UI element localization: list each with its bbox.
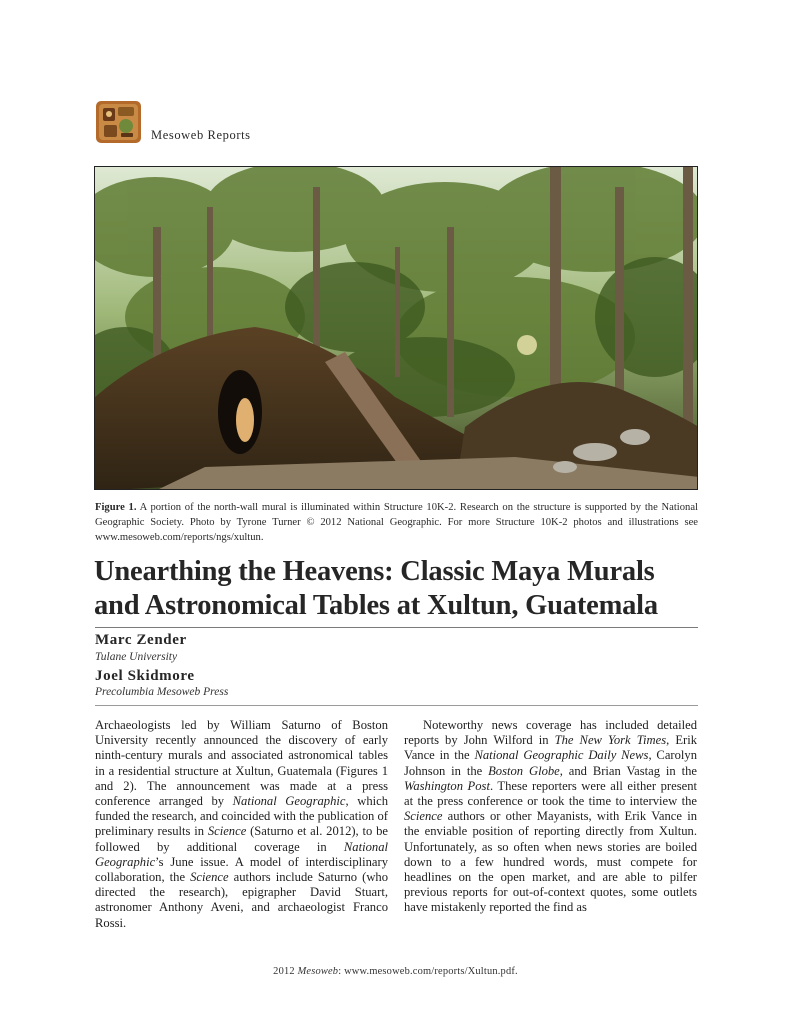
title-divider — [95, 627, 698, 628]
text-run-italic: Science — [207, 824, 247, 839]
text-run: authors include Saturno (who directed the research), epigrapher David Stuart, astronomer Anthony Aveni, and archaeologist Franco Rossi. — [95, 870, 389, 930]
text-run: authors or other Mayanists, with Erik Vance in the enviable position of reporting directly from Xultun. Unfortunately, as so often when news stories are boiled down to a few hundred words, must compete for headlines on the open market, and are able to pilfer previous reports for out-of-context quotes, some outlets have mistakenly reported the find as — [404, 809, 697, 915]
mesoweb-logo-icon — [95, 100, 142, 144]
text-run: , Carolyn Johnson in the — [404, 748, 697, 778]
text-run-italic: The New York Times — [554, 733, 667, 748]
forest-excavation-photo — [94, 166, 698, 490]
text-run-italic: Boston Globe — [488, 763, 560, 778]
figure-caption-text: A portion of the north-wall mural is illuminated within Structure 10K-2. Research on the structure is supported by the National Geographic Society. Photo by Tyrone Turner © 2012 National Geographic. For more Structure 10K-2 photos and illustrations see www.mesoweb.com/reports/ngs/xultun. — [95, 502, 698, 543]
text-run-italic: National Geographic Daily News — [474, 748, 649, 763]
author-affiliation: Tulane University — [95, 651, 178, 663]
author-name: Joel Skidmore — [95, 668, 195, 684]
body-paragraph — [95, 718, 388, 931]
footer-url: : www.mesoweb.com/reports/Xultun.pdf. — [338, 966, 518, 977]
footer-publication: Mesoweb — [297, 966, 339, 977]
text-run-italic: National Geographic — [95, 839, 388, 869]
text-run: , which funded the research, and coincided with the publication of preliminary results in — [95, 794, 388, 839]
body-paragraph — [404, 718, 697, 916]
article-title: Unearthing the Heavens: Classic Maya Murals and Astronomical Tables at Xultun, Guatemala — [94, 556, 658, 621]
figure-caption — [95, 500, 698, 545]
text-run: ’s June issue. A model of interdisciplinary collaboration, the — [95, 854, 388, 885]
text-run-italic: Washington Post — [404, 778, 490, 793]
text-run: Noteworthy news coverage has included detailed reports by John Wilford in — [404, 718, 697, 748]
authors-divider — [95, 705, 698, 706]
footer-year: 2012 — [273, 966, 298, 977]
text-run: , Erik Vance in the — [404, 733, 698, 763]
text-run-italic: National Geographic — [232, 794, 346, 809]
author-name: Marc Zender — [95, 632, 187, 648]
figure-caption-label: Figure 1. — [95, 502, 137, 513]
body-column-right — [404, 718, 697, 916]
author-affiliation: Precolumbia Mesoweb Press — [95, 686, 229, 698]
text-run-italic: Science — [404, 809, 443, 824]
text-run: Archaeologists led by William Saturno of Boston University recently announced the discovery of early ninth-century murals and associated astronomical tables in a residential structure at Xultun, Guatemala (Figures 1 and 2). The announcement was made at a press conference arranged by — [95, 718, 388, 809]
text-run: . These reporters were all either present at the press conference or took the time to interview the — [404, 778, 697, 809]
text-run: (Saturno et al. 2012), to be followed by additional coverage in — [95, 824, 388, 854]
text-run-italic: Science — [190, 870, 229, 885]
text-run: , and Brian Vastag in the — [559, 763, 697, 778]
body-column-left — [95, 718, 388, 931]
series-label: Mesoweb Reports — [151, 128, 251, 142]
page-footer — [0, 966, 791, 977]
